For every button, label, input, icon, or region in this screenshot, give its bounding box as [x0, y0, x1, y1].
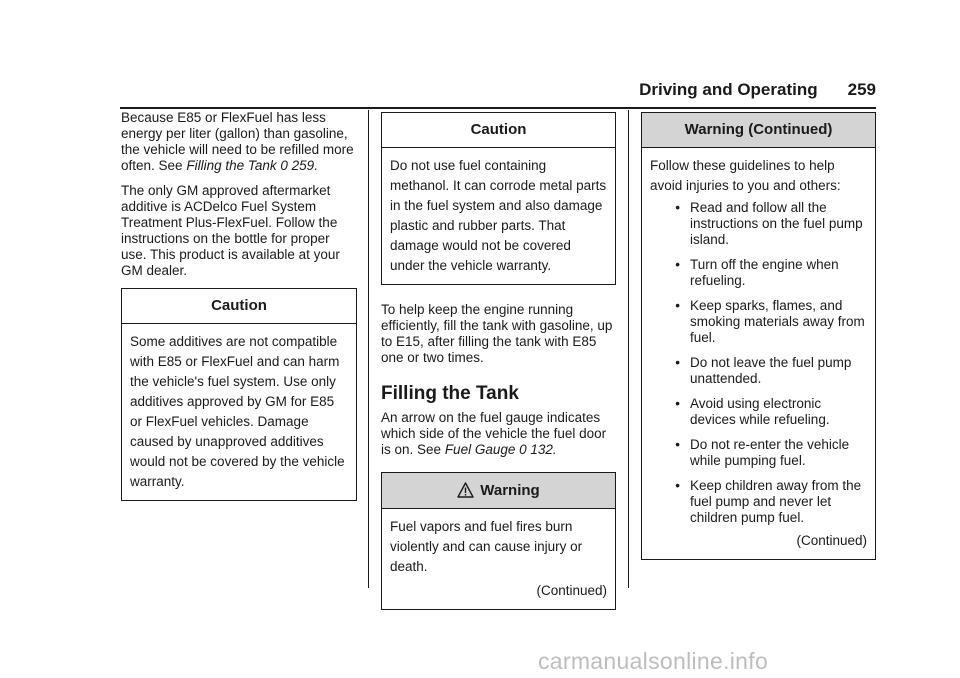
caution-body: Do not use fuel containing methanol. It can corrode metal parts in the fuel system and also damage plastic and rubber parts. That damage would not be covered under the vehicle warranty. [390, 158, 607, 273]
list-item: • Do not leave the fuel pump unattended. [675, 355, 852, 386]
page-header [639, 80, 876, 100]
continued-label: (Continued) [796, 533, 867, 548]
list-item: • Avoid using electronic devices while refueling. [675, 396, 830, 427]
link-fuel-gauge[interactable]: Fuel Gauge [444, 442, 516, 457]
link-filling-the-tank[interactable]: Filling the Tank [186, 158, 277, 173]
warning-body: Fuel vapors and fuel fires burn violently and can cause injury or death. (Continued) [382, 509, 615, 609]
warning-body [642, 148, 875, 559]
page-ref: 0 132. [519, 442, 557, 457]
column-1 [121, 110, 357, 518]
list-item: • Keep children away from the fuel pump and never let children pump fuel. [675, 478, 862, 525]
list-item: • Read and follow all the instructions on the fuel pump island. [675, 200, 863, 247]
warning-title: Warning [382, 473, 615, 509]
warning-box-fuel-vapors [381, 472, 616, 610]
section-title: Driving and Operating [639, 80, 818, 99]
paragraph-additive: The only GM approved aftermarket additive is ACDelco Fuel System Treatment Plus-FlexFuel. Follow the instructions on the bottle for proper use. This product is available at your GM dealer. [121, 183, 340, 278]
page-number: 259 [847, 80, 876, 99]
caution-body: Some additives are not compatible with E85 or FlexFuel and can harm the vehicle's fuel system. Use only additives approved by GM for E85 or FlexFuel vehicles. Damage caused by unapproved additives would not be covered by the vehicle warranty. [130, 334, 345, 489]
list-item: • Keep sparks, flames, and smoking materials away from fuel. [675, 298, 865, 345]
column-2 [381, 110, 616, 627]
list-item: • Do not re-enter the vehicle while pumping fuel. [675, 437, 850, 468]
caution-box-additives [121, 288, 357, 501]
paragraph-e85-energy: Because E85 or FlexFuel has less energy per liter (gallon) than gasoline, the vehicle will need to be refilled more often. See Filling the Tank 0 259. [121, 110, 354, 173]
header-rule [120, 107, 876, 109]
paragraph-fuel-gauge: An arrow on the fuel gauge indicates which side of the vehicle the fuel door is on. See Fuel Gauge 0 132. [381, 410, 607, 457]
watermark: carmanualsonline.info [538, 648, 769, 674]
caution-box-methanol [381, 112, 616, 285]
caution-title: Caution [122, 289, 356, 324]
paragraph-e15: To help keep the engine running efficiently, fill the tank with gasoline, up to E15, after filling the tank with E85 one or two times. [381, 302, 613, 365]
warning-continued-title: Warning (Continued) [642, 113, 875, 148]
guidelines-list [650, 200, 867, 526]
column-divider-2 [628, 110, 629, 588]
column-3 [641, 110, 876, 577]
column-divider-1 [368, 110, 369, 588]
warning-box-continued [641, 112, 876, 560]
caution-title: Caution [382, 113, 615, 148]
continued-label: (Continued) [536, 583, 607, 598]
guidelines-intro: Follow these guidelines to help avoid injuries to you and others: [650, 158, 841, 193]
page-ref: 0 259. [280, 158, 318, 173]
warning-triangle-icon [457, 482, 474, 498]
list-item: • Turn off the engine when refueling. [675, 257, 839, 288]
section-heading-filling-the-tank: Filling the Tank [381, 383, 519, 404]
